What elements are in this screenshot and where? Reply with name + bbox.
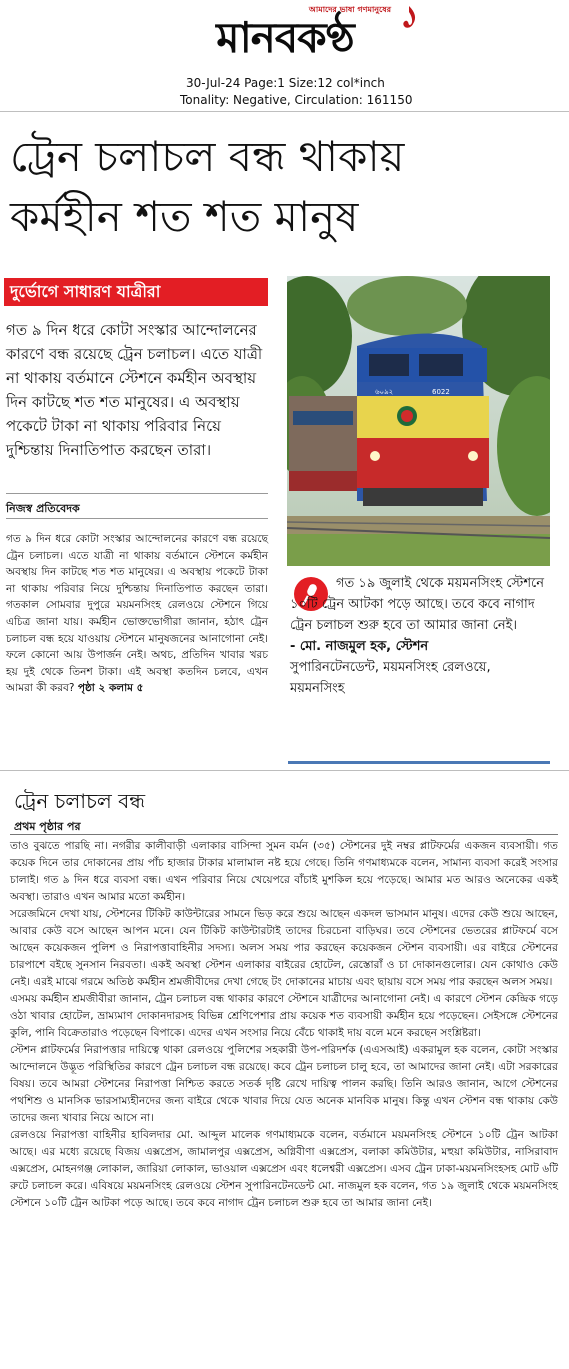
paragraph: রেলওয়ে নিরাপত্তা বাহিনীর হাবিলদার মো. আব্দুল মালেক গণমাধ্যমকে বলেন, বর্তমানে ময়মনসিংহ স্টেশনে ১০টি ট্রেন আটকা আছে। এর মধ্যে রয়েছে বিজয় এক্সপ্রেস, জামালপুর এক্সপ্রেস, অগ্নিবীণা এক্সপ্রেস, বলাকা কমিউটার, মহুয়া কমিউটার, নাসিরাবাদ এক্সপ্রেস, মোহনগঞ্জ লোকাল, জারিয়া লোকাল, ভাওয়াল এক্সপ্রেস এবং ধলেশ্বরী এক্সপ্রেস। এসব ট্রেন ঢাকা-ময়মনসিংহসহ মোট ৬টি রুটে চলাচল করে। এবিষয়ে ময়মনসিংহ রেলওয়ে স্টেশন সুপারিনটেনডেন্ট মো. নাজমুল হক বলেন, গত ১৯ জুলাই থেকে ময়মনসিংহ স্টেশনে ১০টি ট্রেন আটকা পড়ে আছে। তবে কবে নাগাদ ট্রেন চলাচল শুরু হবে তা আমার জানা নেই। [10, 1129, 558, 1209]
loco-number-left: ৬০৯২ [375, 388, 394, 396]
pull-quote [290, 573, 548, 699]
paragraph: এসময় কর্মহীন শ্রমজীবীরা জানান, ট্রেন চলাচল বন্ধ থাকার কারণে স্টেশনে যাত্রীদের আনাগোনা নেই। এ কারণে স্টেশন কেন্দ্রিক গড়ে ওঠা খাবার হোটেল, ভ্রাম্যমাণ দোকানদারসহ বিভিন্ন শ্রেণিপেশার প্রায় কয়েক শত ব্যবসায়ী কর্মহীন হয়ে পড়েছেন। সেইসঙ্গে স্টেশনের কুলি, পানি বিক্রেতারাও পড়েছেন বিপাকে। এদের এখন সংসার নিয়ে বেঁচে থাকাই দায় বলে মনে করছেন সংশ্লিষ্টরা। [10, 993, 558, 1039]
quote-divider [288, 761, 550, 764]
newspaper-logo: মানবকণ্ঠ [216, 13, 354, 62]
pull-quote-text: গত ১৯ জুলাই থেকে ময়মনসিংহ স্টেশনে ১০টি ট্রেন আটকা পড়ে আছে। তবে কবে নাগাদ ট্রেন চলাচল শুরু হবে তা আমার জানা নেই। [290, 576, 545, 633]
divider [6, 518, 268, 519]
article-body [6, 531, 268, 697]
continuation-subtitle: প্রথম পৃষ্ঠার পর [14, 820, 81, 833]
clipping-meta-date: 30-Jul-24 Page:1 Size:12 col*inch [186, 76, 385, 90]
headline-line-2: কর্মহীন শত শত মানুষ [10, 192, 359, 241]
divider [6, 493, 268, 494]
headline-line-1: ট্রেন চলাচল বন্ধ থাকায় [10, 132, 405, 181]
masthead [0, 0, 569, 110]
article-intro: গত ৯ দিন ধরে কোটা সংস্কার আন্দোলনের কারণে বন্ধ রয়েছে ট্রেন চলাচল। এতে যাত্রী না থাকায় বর্তমানে স্টেশনে কর্মহীন অবস্থায় দিন কাটছে শত শত মানুষের। এ অবস্থায় পকেটে টাকা না থাকায় পরিবার নিয়ে দুশ্চিন্তায় দিনাতিপাত করছেন তারা। [6, 321, 263, 459]
paragraph: তাও বুঝতে পারছি না। নগরীর কালীবাড়ী এলাকার বাসিন্দা সুমন বর্মন (৩৫) স্টেশনের দুই নম্বর প্লাটফর্মের একজন ব্যবসায়ী। গত কয়েক দিনে তার দোকানের প্রায় পাঁচ হাজার টাকার মালামাল নষ্ট হয়ে গেছে। তিনি গণমাধ্যমকে বলেন, সামান্য ব্যবসা করেই সংসার চালাই। গত ৯ দিন ধরে ব্যবসা বন্ধ। এখন পরিবার নিয়ে খেয়েপরে বাঁচাই মুশকিল হয়ে পড়েছে। আমার মত আরও অনেকের একই অবস্থা। তারাও এখন আমার মতো কর্মহীন। [10, 840, 558, 903]
paragraph: সরেজমিনে দেখা যায়, স্টেশনের টিকিট কাউন্টারের সামনে ভিড় করে শুয়ে আছেন একদল ভাসমান মানুষ। এদের কেউ শুয়ে আছেন, আবার কেউ বসে আছেন আপন মনে। যেন টিকিট কাউন্টারটাই তাদের চিরচেনা বাড়িঘর। তবে স্টেশনের ভেতরের প্লাটফর্মে বসে আছেন কয়েকজন পুলিশ ও নিরাপত্তাবাহিনীর সদস্য। অলস সময় পার করছেন কয়েকজন স্টেশন ব্যবসায়ী। এর বাইরে স্টেশনের চারপাশে বইছে সুনসান নিরবতা। একই অবস্থা স্টেশন এলাকার বাইরের হোটেল, রেস্তোরাঁ ও চা দোকানগুলোর। যেন কোথাও কেউ নেই। এরই মাঝে গরমে অতিষ্ঠ কর্মহীন শ্রমজীবীদের দেখা গেছে টং দোকানের মাচায় এবং ছায়ায় বসে সময় পার করছেন অলস সময়। [10, 908, 558, 988]
paragraph: স্টেশন প্লাটফর্মের নিরাপত্তার দায়িত্বে থাকা রেলওয়ে পুলিশের সহকারী উপ-পরিদর্শক (এএসআই) একরামুল হক বলেন, কোটা সংস্কার আন্দোলনে উদ্ভূত পরিস্থিতির কারণে ট্রেন চলাচল বন্ধ রয়েছে। কবে ট্রেন চলাচল চালু হবে, তা আমাদের জানা নেই। এটা সরকারের বিষয়। তবে আমরা স্টেশনের নিরাপত্তা নিশ্চিত করতে সতর্ক দৃষ্টি রেখে দায়িত্ব পালন করছি। তিনি আরও জানান, আগে স্টেশনের পথশিশু ও মানসিক ভারসাম্যহীনদের জন্য বাইরে থেকে খাবার দিয়ে যেত অনেক মানবিক মানুষ। কিন্তু এখন স্টেশন বন্ধ থাকায় কেউ তাদের জন্য খাবার নিয়ে আসে না। [10, 1044, 558, 1124]
continuation-body [10, 838, 558, 1212]
masthead-tagline: আমাদের ভাষা গণমানুষের [308, 5, 392, 14]
train-photo [287, 276, 550, 566]
loco-number-right: 6022 [432, 388, 450, 396]
clipping-meta-tonality: Tonality: Negative, Circulation: 161150 [180, 93, 413, 107]
logo-flame-icon [398, 4, 420, 34]
divider [0, 770, 569, 771]
continuation-title: ট্রেন চলাচল বন্ধ [14, 789, 146, 813]
pull-quote-author: - মো. নাজমুল হক, স্টেশন [290, 639, 429, 654]
continued-on: পৃষ্ঠা ২ কলাম ৫ [77, 682, 144, 695]
divider [10, 834, 558, 835]
byline: নিজস্ব প্রতিবেদক [6, 502, 80, 515]
divider [0, 111, 569, 112]
article-body-text: গত ৯ দিন ধরে কোটা সংস্কার আন্দোলনের কারণে বন্ধ রয়েছে ট্রেন চলাচল। এতে যাত্রী না থাকায় বর্তমানে স্টেশনে কর্মহীন অবস্থায় দিন কাটছে শত শত মানুষের। এ অবস্থায় পকেটে টাকা না থাকায় পরিবার নিয়ে দুশ্চিন্তায় দিনাতিপাত করছেন তারা। গতকাল সোমবার দুপুরে ময়মনসিংহ রেলওয়ে স্টেশনে গিয়ে এচিত্র জানা যায়। কর্মহীন ভোক্তভোগীরা জানান, হঠাৎ ট্রেন চলাচল বন্ধ হয়ে যাওয়ায় স্টেশনে মানুষজনের আনাগোনা নেই। ফলে কোনো আয় উপার্জন নেই। অথচ, প্রতিদিন খাবার খরচ হয় দুই থেকে তিনশ টাকা। এই অবস্থা কতদিন চলবে, এখন আমরা কী করব? [6, 533, 268, 695]
pull-quote-author-role: সুপারিনটেনডেন্ট, ময়মনসিংহ রেলওয়ে, ময়মনসিংহ [290, 660, 491, 696]
kicker-banner: দুর্ভোগে সাধারণ যাত্রীরা [4, 278, 268, 306]
